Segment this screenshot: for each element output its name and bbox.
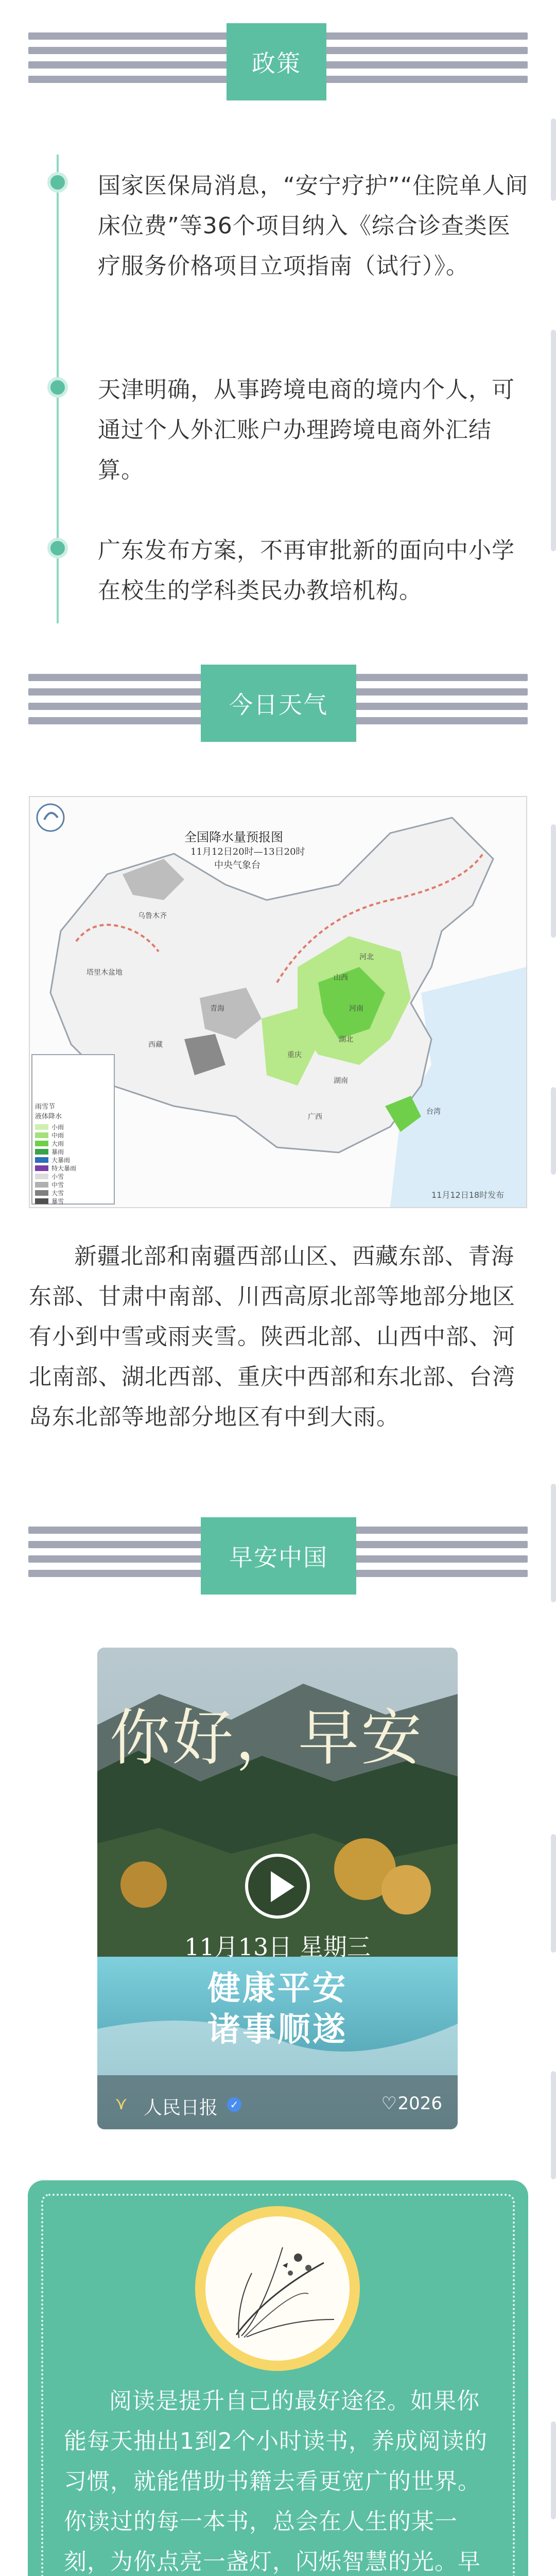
legend-row bbox=[35, 1164, 112, 1172]
timeline-dot bbox=[47, 172, 68, 193]
video-wish-line1: 健康平安 bbox=[207, 1969, 348, 2008]
map-label-taiwan: 台湾 bbox=[426, 1108, 441, 1116]
map-label-xizang: 西藏 bbox=[148, 1041, 163, 1049]
legend-swatch bbox=[35, 1174, 48, 1179]
section-title-policy: 政策 bbox=[227, 23, 326, 100]
scroll-marker bbox=[551, 2071, 556, 2179]
weather-description: 新疆北部和南疆西部山区、西藏东部、青海东部、甘肃中南部、川西高原北部等地部分地区有小到中雪或雨夹雪。陕西北部、山西中部、河北南部、湖北西部、重庆中西部和东北部、台湾岛东北部等地部分地区有中到大雨。 bbox=[29, 1243, 515, 1430]
legend-label: 特大暴雨 bbox=[51, 1164, 77, 1172]
like-icon[interactable]: ♡ bbox=[381, 2093, 397, 2114]
legend-label: 暴雨 bbox=[51, 1148, 64, 1156]
account-name[interactable]: 人民日报 bbox=[144, 2097, 218, 2119]
legend-row bbox=[35, 1139, 112, 1147]
legend-label: 大暴雨 bbox=[51, 1156, 71, 1164]
scroll-marker bbox=[551, 330, 556, 551]
orchid-illustration-frame bbox=[195, 2206, 360, 2371]
legend-title: 雨雪节 液体降水 bbox=[35, 1103, 62, 1121]
video-player[interactable] bbox=[97, 1648, 458, 2129]
legend-swatch bbox=[35, 1190, 48, 1196]
news-item: 天津明确，从事跨境电商的境内个人，可通过个人外汇账户办理跨境电商外汇结算。 bbox=[98, 377, 515, 483]
legend-row bbox=[35, 1123, 112, 1131]
scroll-marker bbox=[551, 118, 556, 201]
legend-swatch bbox=[35, 1182, 48, 1188]
section-title-weather: 今日天气 bbox=[201, 665, 356, 742]
legend-row bbox=[35, 1189, 112, 1197]
legend-label: 中雪 bbox=[51, 1181, 64, 1189]
scroll-marker bbox=[551, 824, 556, 938]
legend-row bbox=[35, 1172, 112, 1180]
map-title: 全国降水量预报图 bbox=[184, 830, 283, 844]
video-wish-line2: 诸事顺遂 bbox=[207, 2010, 348, 2049]
map-agency: 中央气象台 bbox=[214, 860, 260, 871]
legend-label: 大雨 bbox=[51, 1140, 64, 1147]
legend-label: 大雪 bbox=[51, 1189, 64, 1197]
timeline-dot bbox=[47, 538, 68, 558]
scroll-marker bbox=[551, 1087, 556, 1175]
legend-label: 暴雪 bbox=[51, 1197, 64, 1205]
like-count: 2026 bbox=[397, 2093, 442, 2114]
legend-swatch bbox=[35, 1149, 48, 1155]
map-time: 11月12日20时—13日20时 bbox=[190, 846, 305, 857]
video-footer bbox=[97, 2078, 458, 2129]
map-label-hunan: 湖南 bbox=[334, 1077, 348, 1085]
map-label-hebei: 河北 bbox=[359, 953, 374, 961]
legend-row bbox=[35, 1156, 112, 1164]
map-label-xinjiang: 乌鲁木齐 bbox=[138, 912, 167, 920]
check-icon: ✓ bbox=[227, 2097, 241, 2112]
section-title-morning: 早安中国 bbox=[201, 1517, 356, 1595]
legend-swatch bbox=[35, 1157, 48, 1163]
legend-label: 小雨 bbox=[51, 1123, 64, 1131]
section-header-policy bbox=[0, 23, 556, 100]
legend-swatch bbox=[35, 1141, 48, 1146]
legend-row bbox=[35, 1147, 112, 1156]
news-item: 广东发布方案，不再审批新的面向中小学在校生的学科类民办教培机构。 bbox=[98, 537, 515, 604]
news-item: 国家医保局消息，“安宁疗护”“住院单人间床位费”等36个项目纳入《综合诊查类医疗服务价格项目立项指南（试行）》。 bbox=[98, 173, 529, 279]
scroll-marker bbox=[551, 1834, 556, 1953]
scroll-marker bbox=[551, 2421, 556, 2519]
map-label-chongqing: 重庆 bbox=[287, 1051, 302, 1059]
legend-swatch bbox=[35, 1132, 48, 1138]
legend-row bbox=[35, 1180, 112, 1189]
legend-swatch bbox=[35, 1124, 48, 1130]
map-label-hubei: 湖北 bbox=[339, 1036, 353, 1044]
map-legend bbox=[35, 1101, 112, 1205]
reading-quote-card bbox=[28, 2180, 528, 2576]
legend-row bbox=[35, 1131, 112, 1139]
play-icon bbox=[271, 1871, 294, 1902]
map-issued: 11月12日18时发布 bbox=[431, 1190, 505, 1200]
orchid-illustration bbox=[205, 2216, 350, 2361]
weather-map bbox=[29, 796, 527, 1208]
video-date: 11月13日 星期三 bbox=[184, 1933, 371, 1961]
map-label-henan: 河南 bbox=[349, 1005, 363, 1013]
timeline-dot bbox=[47, 377, 68, 398]
map-label-tarim: 塔里木盆地 bbox=[86, 969, 123, 977]
section-header-morning bbox=[0, 1517, 556, 1595]
orchid-icon bbox=[205, 2216, 350, 2361]
quote-text: 阅读是提升自己的最好途径。如果你能每天抽出1到2个小时读书，养成阅读的习惯，就能借助书籍去看更宽广的世界。你读过的每一本书，总会在人生的某一刻，为你点亮一盏灯，闪烁智慧的光。早 bbox=[64, 2388, 488, 2575]
video-headline: 你好，早安 bbox=[110, 1702, 424, 1773]
legend-row bbox=[35, 1197, 112, 1205]
section-header-weather bbox=[0, 665, 556, 742]
legend-swatch bbox=[35, 1165, 48, 1171]
legend-rows bbox=[35, 1123, 112, 1205]
legend-swatch bbox=[35, 1198, 48, 1204]
account-logo-icon: ⋎ bbox=[115, 2093, 128, 2114]
play-button[interactable] bbox=[245, 1854, 310, 1919]
map-label-guangxi: 广西 bbox=[308, 1113, 322, 1121]
legend-label: 中雨 bbox=[51, 1131, 64, 1139]
legend-label: 小雪 bbox=[51, 1173, 64, 1180]
map-label-shanxi: 山西 bbox=[334, 974, 348, 982]
map-label-qinghai: 青海 bbox=[210, 1005, 224, 1013]
